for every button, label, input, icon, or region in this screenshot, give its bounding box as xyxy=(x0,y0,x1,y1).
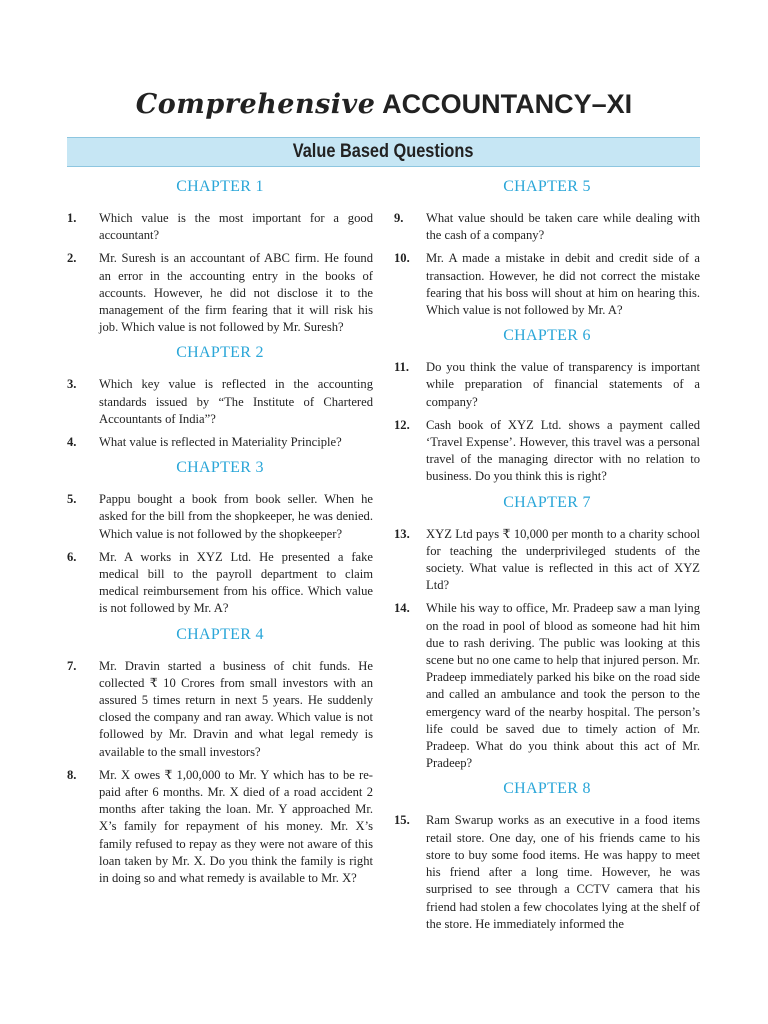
question-number: 12. xyxy=(394,417,410,432)
question-item xyxy=(67,549,373,618)
question-number: 9. xyxy=(394,211,404,225)
section-banner xyxy=(67,137,700,167)
question-item xyxy=(394,812,700,932)
chapter-heading: CHAPTER 3 xyxy=(176,459,264,477)
question-item xyxy=(394,600,700,772)
left-column xyxy=(67,170,373,893)
question-text: Mr. A made a mistake in debit and credit side of a transaction. However, he did not correct the mistake fearing that his boss will shout at him on hearing this. Which value is not followed by Mr. A? xyxy=(426,251,700,318)
question-item xyxy=(67,376,373,428)
question-number: 14. xyxy=(394,601,410,616)
question-text: Cash book of XYZ Ltd. shows a payment called ‘Travel Expense’. However, this travel was a personal travel of the managing director with no relation to business. Do you think this is right? xyxy=(426,417,700,484)
question-text: Mr. Dravin started a business of chit funds. He collected ₹ 10 Crores from small investors with an assured 5 times return in next 5 years. He suddenly closed the company and ran away. Which value is not followed by Mr. Dravin and what legal remedy is available to the small investors? xyxy=(99,658,373,759)
question-text: Mr. A works in XYZ Ltd. He presented a fake medical bill to the payroll department to claim medical reimbursement from his office. Which value is not followed by Mr. A? xyxy=(99,549,373,616)
question-item xyxy=(67,250,373,336)
chapter-heading: CHAPTER 5 xyxy=(503,178,591,195)
question-number: 7. xyxy=(67,658,77,673)
question-item xyxy=(394,417,700,486)
question-text: XYZ Ltd pays ₹ 10,000 per month to a charity school for teaching the underprivileged students of the society. What value is reflected in this act of XYZ Ltd? xyxy=(426,526,700,593)
question-number: 6. xyxy=(67,549,77,564)
question-number: 15. xyxy=(394,813,410,828)
question-number: 11. xyxy=(394,360,410,375)
chapter-heading: CHAPTER 1 xyxy=(176,178,264,195)
question-number: 1. xyxy=(67,211,77,225)
question-item xyxy=(394,359,700,411)
book-title-script: Comprehensive xyxy=(135,89,376,120)
question-item xyxy=(67,491,373,543)
question-number: 2. xyxy=(67,251,77,266)
question-text: Do you think the value of transparency is important while preparation of financial statements of a company? xyxy=(426,360,700,409)
question-number: 13. xyxy=(394,526,410,541)
question-item xyxy=(67,658,373,761)
chapter-heading: CHAPTER 8 xyxy=(503,780,591,798)
question-number: 10. xyxy=(394,251,410,266)
right-column xyxy=(394,170,700,939)
question-text: Ram Swarup works as an executive in a food items retail store. One day, one of his friends came to his store to buy some food items. He was happy to meet his friend after a long time. However, he was surprised to see through a CCTV camera that his friend had stolen a few chocolates lying at the shelf of the store. He immediately informed the xyxy=(426,813,700,931)
question-text: Which key value is reflected in the accounting standards issued by “The Institute of Chartered Accountants of India”? xyxy=(99,377,373,426)
question-item xyxy=(394,250,700,319)
book-title-main: ACCOUNTANCY–XI xyxy=(382,89,633,119)
chapter-heading: CHAPTER 6 xyxy=(503,327,591,345)
book-title xyxy=(0,84,768,125)
question-text: Mr. X owes ₹ 1,00,000 to Mr. Y which has to be re-paid after 6 months. Mr. X died of a road accident 2 months after taking the loan. Mr. Y approached Mr. X’s family for repayment of his money. Mr. X’s family refused to repay as they were not aware of this loan taken by Mr. X. Do you think the family is right in doing so and what remedy is available to Mr. X? xyxy=(99,767,373,886)
chapter-heading: CHAPTER 7 xyxy=(503,493,591,511)
question-item xyxy=(394,210,700,244)
question-number: 5. xyxy=(67,492,77,507)
question-item xyxy=(67,434,373,451)
question-item xyxy=(67,210,373,244)
question-number: 4. xyxy=(67,435,77,450)
chapter-heading: CHAPTER 2 xyxy=(176,344,264,362)
question-item xyxy=(394,526,700,595)
question-text: While his way to office, Mr. Pradeep saw a man lying on the road in pool of blood as someone had hit him due to rash deriving. The public was looking at this scene but no one came to help that injured person. Mr. Pradeep immediately parked his bike on the road side and called an ambulance and took the person to the emergency ward of the nearby hospital. The person’s life could be saved due to timely action of Mr. Pradeep. What do you think about this act of Mr. Pradeep? xyxy=(426,601,700,771)
question-text: Pappu bought a book from book seller. When he asked for the bill from the shopkeeper, he was denied. Which value is not followed by the shopkeeper? xyxy=(99,492,373,541)
chapter-heading: CHAPTER 4 xyxy=(176,625,264,643)
question-text: What value is reflected in Materiality Principle? xyxy=(99,435,342,450)
question-text: What value should be taken care while dealing with the cash of a company? xyxy=(426,211,700,243)
question-text: Which value is the most important for a good accountant? xyxy=(99,211,373,243)
question-number: 8. xyxy=(67,767,77,782)
question-text: Mr. Suresh is an accountant of ABC firm. He found an error in the accounting entry in the books of accounts. However, he did not disclose it to the management of the firm fearing that it will risk his job. Which value is not followed by Mr. Suresh? xyxy=(99,251,373,335)
question-number: 3. xyxy=(67,377,77,392)
section-title: Value Based Questions xyxy=(293,141,474,162)
question-item xyxy=(67,767,373,887)
